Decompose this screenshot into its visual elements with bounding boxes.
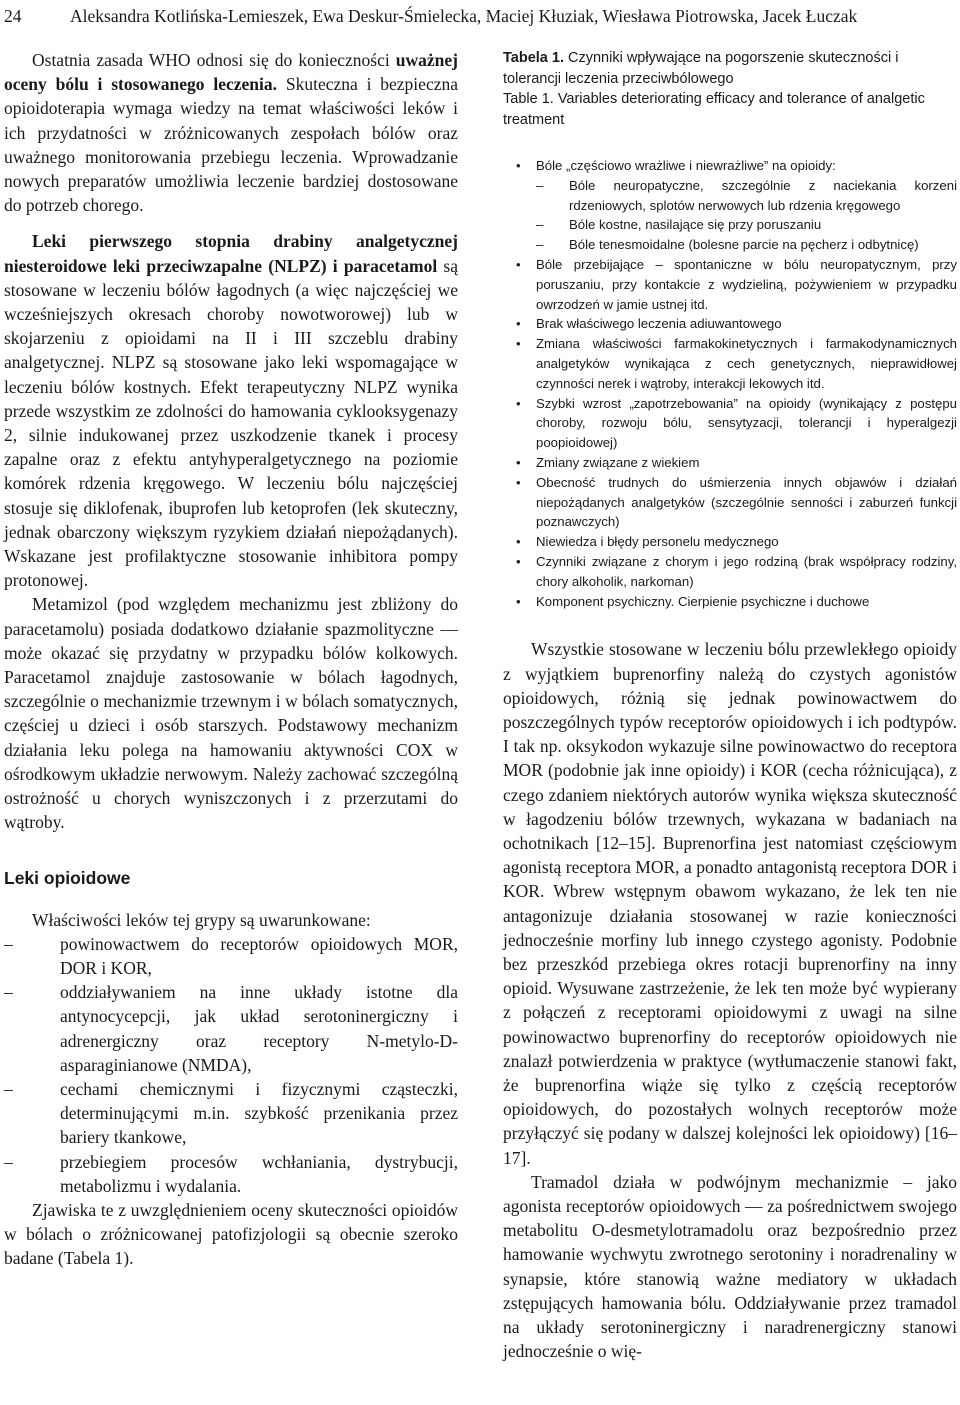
list-item xyxy=(4,932,458,980)
list-item-text: cechami chemicznymi i fizycznymi cząsteczki, determinującymi m.in. szybkość przenikania przez bariery tkankowe, xyxy=(60,1078,458,1148)
list-item-text: powinowactwem do receptorów opioidowych MOR, DOR i KOR, xyxy=(60,933,458,978)
paragraph: Właściwości leków tej grypy są uwarunkowane: xyxy=(32,909,371,930)
table-row-text: Zmiany związane z wiekiem xyxy=(536,454,700,470)
paragraph: Tramadol działa w podwójnym mechanizmie – jako agonista receptorów opioidowych — za pośrednictwem swojego metabolitu O-desmetylotramadolu oraz bezpośrednio przez hamowanie wychwytu zwrotnego serotoniny i noradrenaliny w synapsie, które stanowią ważne mediatory w układach zstępujących hamowania bólu. Oddziaływanie przez tramadol na układy serotoninergiczny i naradrenergiczny stanowi jednocześnie o wię- xyxy=(503,1171,957,1362)
bullet: • xyxy=(516,454,521,470)
list-item-text: oddziaływaniem na inne układy istotne dla antynocycepcji, jak układ serotoninergiczny i adrenergiczny oraz receptory N-metylo-D-asparaginianowe (NMDA), xyxy=(60,982,458,1075)
bullet: • xyxy=(516,336,521,352)
table-subrow-text: Bóle tenesmoidalne (bolesne parcie na pęcherz i odbytnicę) xyxy=(569,237,919,253)
table-subrow-text: Bóle kostne, nasilające się przy poruszaniu xyxy=(569,217,822,233)
bullet: • xyxy=(516,474,521,490)
paragraph: Zjawiska te z uwzględnieniem oceny skuteczności opioidów w bólach o zróżnicowanej patofizjologii są obecnie szeroko badane (Tabela 1). xyxy=(4,1199,458,1269)
running-header-authors: Aleksandra Kotlińska-Lemieszek, Ewa Deskur-Śmielecka, Maciej Kłuziak, Wiesława Piotrowska, Jacek Łuczak xyxy=(70,6,858,26)
left-column xyxy=(4,48,458,1271)
emphasis: Leki pierwszego stopnia drabiny analgetycznej niesteroidowe leki przeciwzapalne (NLPZ) i paracetamol xyxy=(4,231,458,276)
list-item xyxy=(4,1150,458,1198)
dash-bullet: – xyxy=(4,982,13,1003)
table-row-text: Komponent psychiczny. Cierpienie psychiczne i duchowe xyxy=(536,593,870,609)
table-row xyxy=(503,453,957,473)
table-caption-pl: Tabela 1. Czynniki wpływające na pogorszenie skuteczności i tolerancji leczenia przeciwbólowego xyxy=(503,50,899,87)
bullet: • xyxy=(516,553,521,569)
property-list xyxy=(4,932,458,1198)
paragraph: Metamizol (pod względem mechanizmu jest zbliżony do paracetamolu) posiada dodatkowo działanie spazmolityczne — może okazać się przydatny w przypadku bólów kolkowych. Paracetamol znajduje zastosowanie w bólach łagodnych, szczególnie o mechanizmie trzewnym i w bólach somatycznych, częściej u dzieci i osób starszych. Podstawowy mechanizm działania leku polega na hamowaniu aktywności COX w ośrodkowym układzie nerwowym. Należy zachować szczególną ostrożność u chorych wyniszczonych i z przerzutami do wątroby. xyxy=(4,594,458,833)
dash-bullet: – xyxy=(536,237,544,253)
table-caption xyxy=(503,48,957,130)
list-item-text: przebiegiem procesów wchłaniania, dystrybucji, metabolizmu i wydalania. xyxy=(60,1151,458,1196)
bullet: • xyxy=(516,534,521,550)
dash-bullet: – xyxy=(536,177,544,193)
list-item xyxy=(4,1077,458,1150)
table-row xyxy=(503,552,957,592)
bullet: • xyxy=(516,158,521,173)
table-caption-en: Table 1. Variables deteriorating efficacy and tolerance of analgetic treatment xyxy=(503,91,925,128)
right-body xyxy=(503,637,957,1363)
table-row-text: Niewiedza i błędy personelu medycznego xyxy=(536,534,779,550)
table-row-text: Brak właściwego leczenia adiuwantowego xyxy=(536,316,782,332)
table-row xyxy=(503,314,957,334)
table-row xyxy=(503,255,957,314)
table-row-text: Bóle przebijające – spontaniczne w bólu neuropatycznym, przy poruszaniu, przy kontakcie z wydzieliną, pożywieniem w przypadku owrzodzeń w jamie ustnej itd. xyxy=(536,256,957,312)
paragraph: Ostatnia zasada WHO odnosi się do konieczności uważnej oceny bólu i stosowanego leczenia. Skuteczna i bezpieczna opioidoterapia wymaga wiedzy na temat właściwości leków i ich przydatności w zróżnicowanych zespołach bólów oraz uważnego monitorowania przebiegu leczenia. Wprowadzanie nowych preparatów umożliwia leczenie bardziej dostosowane do potrzeb chorego. xyxy=(4,50,458,216)
table-row-text: Szybki wzrost „zapotrzebowania” na opioidy (wynikający z postępu choroby, rozwoju bólu, sensytyzacji, tolerancji i hyperalgezji poopioidowej) xyxy=(536,395,957,451)
table-row xyxy=(503,532,957,552)
table-row-text: Obecność trudnych do uśmierzenia innych objawów i działań niepożądanych analgetyków (szczególnie senności i zaburzeń funkcji poznawczych) xyxy=(536,474,957,530)
table-row xyxy=(503,592,957,612)
dash-bullet: – xyxy=(4,933,13,954)
table-subrow xyxy=(503,215,957,235)
paragraph: Wszystkie stosowane w leczeniu bólu przewlekłego opioidy z wyjątkiem buprenorfiny należą do czystych agonistów opioidowych, różnią się jednak powinowactwem do poszczególnych typów receptorów opioidowych i ich podtypów. I tak np. oksykodon wykazuje silne powinowactwo do receptora MOR (podobnie jak inne opioidy) i KOR (cecha różnicująca), z czego zdaniem niektórych autorów wynika większa skuteczność w łagodzeniu bólów trzewnych, wykazana w badaniach na ochotnikach [12–15]. Buprenorfina jest natomiast częściowym agonistą receptora MOR, a ponadto antagonistą receptora DOR i KOR. Wbrew wstępnym obawom wykazano, że lek ten nie antagonizuje działania stosowanej w razie konieczności jednocześnie morfiny lub innego czystego agonisty. Podobnie bez przeszkód przebiega okres rotacji buprenorfiny na inny opioid. Wysuwane zastrzeżenie, że lek ten może być wypierany z połączeń z receptorami opioidowymi z uwagi na silne powinowactwo buprenorfiny do receptorów opioidowych nie znalazł potwierdzenia w praktyce (wytłumaczenie stanowi fakt, że buprenorfina wiąże się tylko z częścią receptorów opioidowych, do pozostałych wolnych receptorów może przyłączyć się podany w dalszej kolejności lek opioidowy) [16–17]. xyxy=(503,639,957,1168)
table-row xyxy=(503,394,957,453)
dash-bullet: – xyxy=(536,217,544,233)
table-row xyxy=(503,473,957,532)
table-row xyxy=(503,156,957,176)
emphasis: uważnej oceny bólu i stosowanego leczenia. xyxy=(4,50,458,95)
table-row-text: Zmiana właściwości farmakokinetycznych i farmakodynamicznych analgetyków wynikająca z cech genetycznych, nieprawidłowej czynności nerek i wątroby, interakcji lekowych itd. xyxy=(536,336,957,391)
list-item xyxy=(4,980,458,1077)
bullet: • xyxy=(516,256,521,272)
bullet: • xyxy=(516,316,521,332)
table-row-text: Bóle „częściowo wrażliwe i niewrażliwe” na opioidy: xyxy=(536,158,836,173)
table-label: Tabela 1. xyxy=(503,50,564,66)
page-number: 24 xyxy=(4,6,22,26)
section-heading: Leki opioidowe xyxy=(4,867,131,888)
table-1 xyxy=(503,156,957,611)
table-subrow xyxy=(503,176,957,216)
table-row xyxy=(503,334,957,393)
right-column xyxy=(503,48,957,1363)
table-row-text: Czynniki związane z chorym i jego rodziną (brak współpracy rodziny, chory alkoholik, narkoman) xyxy=(536,553,957,589)
bullet: • xyxy=(516,593,521,609)
dash-bullet: – xyxy=(4,1078,13,1099)
running-header xyxy=(4,4,956,28)
bullet: • xyxy=(516,395,521,411)
paragraph: Leki pierwszego stopnia drabiny analgetycznej niesteroidowe leki przeciwzapalne (NLPZ) i paracetamol są stosowane w leczeniu bólów łagodnych (a więc najczęściej we wcześniejszych okresach choroby nowotworowej) lub w skojarzeniu z opioidami na II i III szczeblu drabiny analgetycznej. NLPZ są stosowane jako leki wspomagające w leczeniu bólów kostnych. Efekt terapeutyczny NLPZ wynika przede wszystkim ze zdolności do hamowania cyklooksygenazy 2, silnie indukowanej przez uszkodzenie tkanek i procesy zapalne oraz z efektu antyhyperalgetycznego na poziomie komórek rdzenia kręgowego. W leczeniu bólu najczęściej stosuje się diklofenak, ibuprofen lub ketoprofen (lek skuteczny, jednak obarczony większym ryzykiem działań niepożądanych). Wskazane jest profilaktyczne stosowanie inhibitora pompy protonowej. xyxy=(4,231,458,591)
table-subrow xyxy=(503,235,957,255)
dash-bullet: – xyxy=(4,1151,13,1172)
table-subrow-text: Bóle neuropatyczne, szczególnie z naciekania korzeni rdzeniowych, splotów nerwowych lub rdzenia kręgowego xyxy=(569,177,957,213)
